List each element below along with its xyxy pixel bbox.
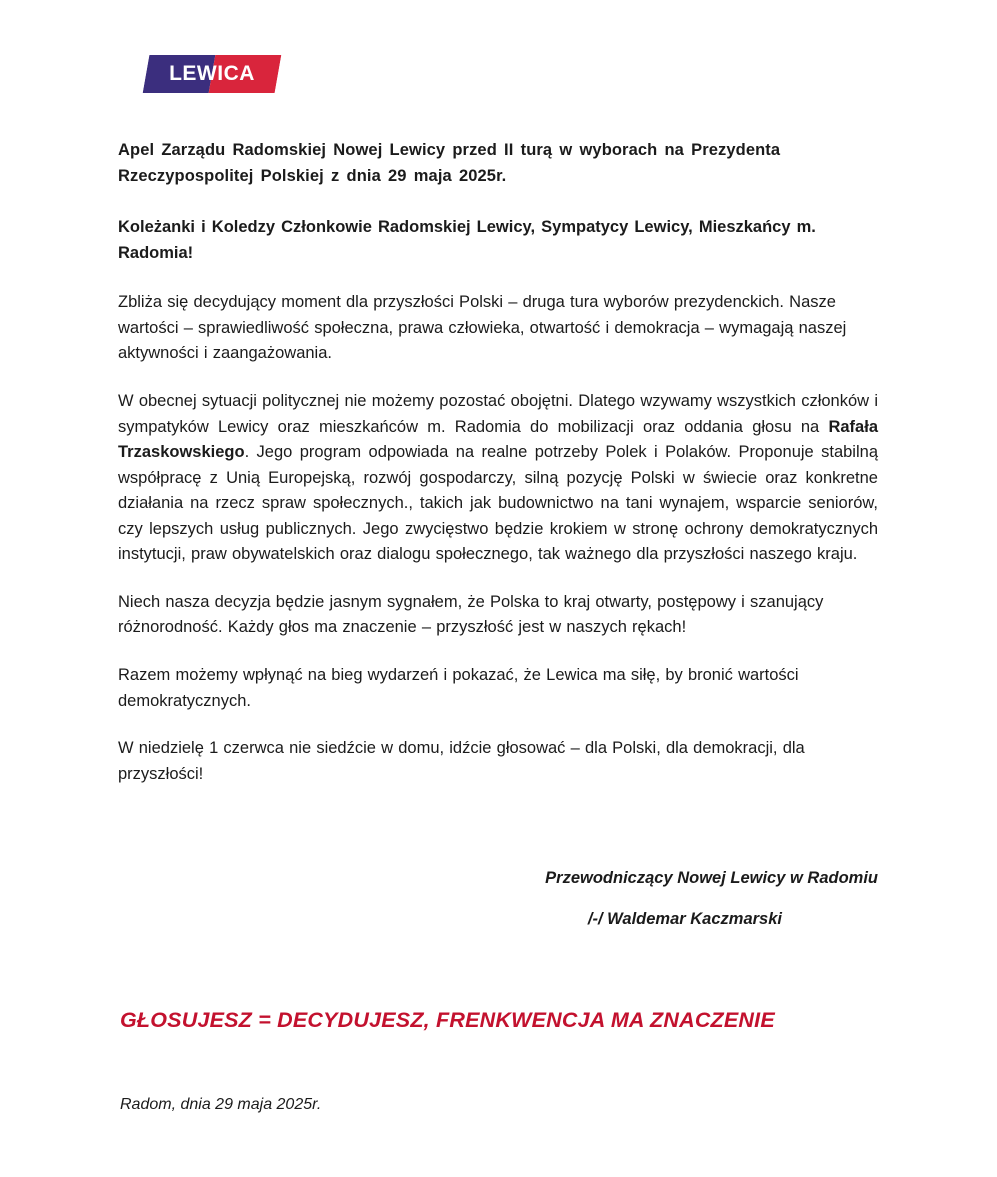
paragraph-together: Razem możemy wpłynąć na bieg wydarzeń i pokazać, że Lewica ma siłę, by bronić wartości demokratycznych. bbox=[118, 666, 799, 710]
paragraph-signal: Niech nasza decyzja będzie jasnym sygnałem, że Polska to kraj otwarty, postępowy i szanujący różnorodność. Każdy głos ma znaczenie – przyszłość jest w naszych rękach! bbox=[118, 592, 824, 637]
place-and-date: Radom, dnia 29 maja 2025r. bbox=[120, 1096, 322, 1114]
logo-text: LEWICA bbox=[169, 62, 255, 85]
paragraph-call-to-vote: W niedzielę 1 czerwca nie siedźcie w domu, idźcie głosować – dla Polski, dla demokracji, dla przyszłości! bbox=[118, 739, 805, 783]
document-heading-text: Apel Zarządu Radomskiej Nowej Lewicy przed II turą w wyborach na Prezydenta Rzeczypospolitej Polskiej z dnia 29 maja 2025r. bbox=[118, 141, 781, 185]
paragraph-main bbox=[118, 389, 878, 568]
candidate-name: Rafała Trzaskowskiego bbox=[118, 417, 878, 462]
signature-title: Przewodniczący Nowej Lewicy w Radomiu bbox=[545, 869, 878, 888]
signature-block bbox=[118, 865, 878, 932]
paragraph-intro: Zbliża się decydujący moment dla przyszłości Polski – druga tura wyborów prezydenckich. Nasze wartości – sprawiedliwość społeczna, prawa człowieka, otwartość i demokracja – wymagają naszej aktywności i zaangażowania. bbox=[118, 293, 847, 363]
paragraph-main-part1: W obecnej sytuacji politycznej nie możemy pozostać obojętni. Dlatego wzywamy wszystkich członków i sympatyków Lewicy oraz mieszkańców m. Radomia do mobilizacji oraz oddania głosu na bbox=[118, 391, 878, 436]
document-heading bbox=[118, 138, 878, 189]
paragraph-main-part2: . Jego program odpowiada na realne potrzeby Polek i Polaków. Proponuje stabilną współpracę z Unią Europejską, rozwój gospodarczy, silną pozycję Polski w świecie oraz konkretne działania na rzecz spraw społecznych., takich jak budownictwo na tani wynajem, wsparcie seniorów, czy lepszych usług publicznych. Jego zwycięstwo będzie krokiem w stronę ochrony demokratycznych instytucji, praw obywatelskich oraz dialogu społecznego, tak ważnego dla przyszłości naszego kraju. bbox=[118, 443, 878, 564]
signature-name: /-/ Waldemar Kaczmarski bbox=[587, 909, 782, 928]
logo-shape bbox=[143, 55, 282, 93]
document-body bbox=[118, 138, 878, 1140]
document-salutation: Koleżanki i Koledzy Członkowie Radomskiej Lewicy, Sympatycy Lewicy, Mieszkańcy m. Radomia! bbox=[118, 218, 816, 262]
slogan-text: GŁOSUJESZ = DECYDUJESZ, FRENKWENCJA MA ZNACZENIE bbox=[120, 1008, 775, 1033]
lewica-logo bbox=[146, 55, 286, 97]
